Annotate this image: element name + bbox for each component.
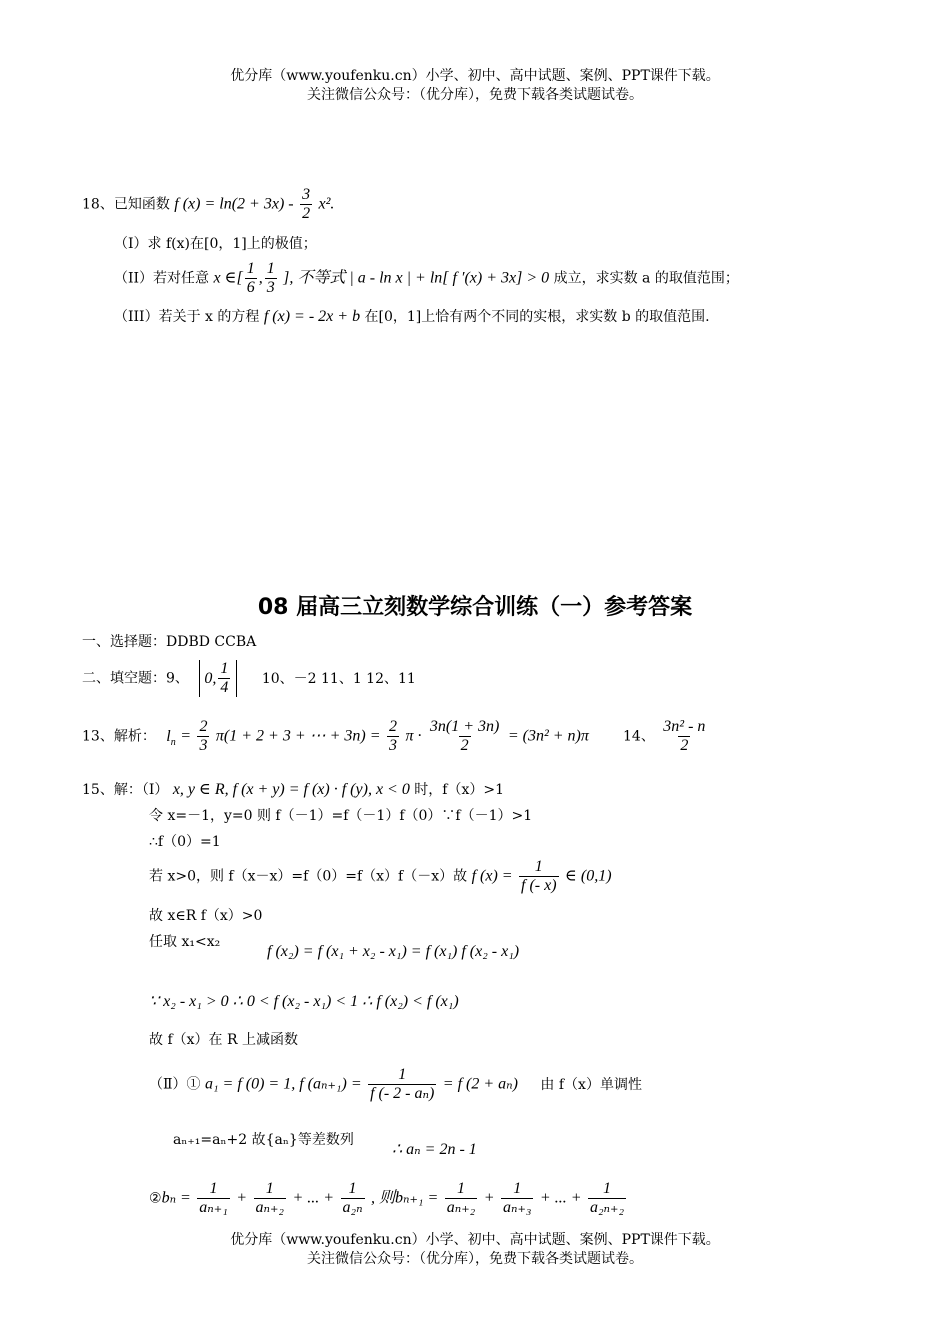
q15-line-3: ∴f（0）=1 — [149, 834, 221, 850]
q18-p2-inequality: ], 不等式 | a - ln x | + ln[ f ′(x) + 3x] > 0 — [283, 269, 550, 287]
q15-line-11-frac-5-num: 1 — [513, 1180, 522, 1197]
q15-line-11-label: ② — [149, 1190, 162, 1207]
q18-p2-frac-1-num: 1 — [246, 260, 255, 277]
q15-line-10-text: aₙ₊₁=aₙ+2 故{aₙ}等差数列 — [173, 1132, 354, 1148]
q18-p2-suffix: 成立，求实数 a 的取值范围； — [553, 270, 739, 287]
q15-line-10-math: ∴ aₙ = 2n - 1 — [392, 1141, 477, 1158]
q13-label: 13、解析： — [82, 728, 156, 745]
answers-choice: 一、选择题：DDBD CCBA — [82, 634, 257, 650]
q13-frac-3 — [428, 718, 501, 755]
answers-fill-interval-num: 1 — [220, 660, 229, 677]
header-line-1: 优分库（www.youfenku.cn）小学、初中、高中试题、案例、PPT课件下载。 — [230, 68, 720, 84]
q18-function-tail: x². — [318, 195, 335, 213]
q18-fraction — [300, 186, 312, 223]
footer-line-1: 优分库（www.youfenku.cn）小学、初中、高中试题、案例、PPT课件下载。 — [230, 1232, 720, 1248]
q15-line-9-text: 由 f（x）单调性 — [540, 1076, 642, 1093]
q13-pi: π · — [405, 727, 422, 745]
q13-l: l — [166, 727, 171, 745]
q13-frac-3-num: 3n(1 + 3n) — [429, 718, 500, 735]
q15-line-11-frac-3 — [341, 1180, 365, 1217]
q15-line-1-math: x, y ∈ R, f (x + y) = f (x) · f (y), x < 0 — [172, 781, 410, 798]
q15-line-8: 故 f（x）在 R 上减函数 — [149, 1032, 298, 1048]
q13-frac-1 — [197, 718, 209, 755]
q15-line-11-frac-1-den: aₙ₊₁ — [199, 1199, 228, 1216]
footer-line-2: 关注微信公众号：（优分库），免费下载各类试题试卷。 — [307, 1251, 643, 1267]
q15-line-11-frac-4 — [445, 1180, 478, 1217]
answers-fill-rest: 10、－2 11、1 12、11 — [261, 670, 416, 687]
q18-part-1: （I）求 f(x)在[0，1]上的极值； — [114, 236, 317, 252]
q15-line-4-frac-num: 1 — [534, 858, 543, 875]
q15-line-4-text: 若 x>0，则 f（x－x）=f（0）=f（x）f（－x）故 — [149, 868, 468, 885]
q13-frac-2-den: 3 — [389, 737, 397, 754]
q13-eq: = — [180, 727, 191, 745]
q15-line-4-frac-den: f (- x) — [521, 877, 557, 894]
q18-p3-suffix: 在[0，1]上恰有两个不同的实根，求实数 b 的取值范围. — [364, 309, 710, 325]
q15-line-9-frac-den: f (- 2 - aₙ) — [370, 1085, 435, 1102]
q18-function: f (x) = ln(2 + 3x) - — [174, 195, 294, 213]
q18-statement — [82, 186, 334, 223]
q14-frac — [661, 718, 707, 755]
q14-label: 14、 — [623, 728, 655, 745]
q15-line-4-math: f (x) = — [471, 867, 513, 885]
header-line-2: 关注微信公众号：（优分库），免费下载各类试题试卷。 — [307, 87, 643, 103]
q15-line-11-frac-6-den: a₂ₙ₊₂ — [589, 1199, 625, 1216]
q18-p2-frac-1-den: 6 — [246, 279, 255, 296]
answers-fill-prefix: 二、填空题：9、 — [82, 670, 189, 687]
q13-frac-1-den: 3 — [199, 737, 208, 754]
q15-line-11-plus-1: + — [236, 1189, 248, 1207]
q13-frac-1-num: 2 — [199, 718, 208, 735]
q18-part-2: （II）若对任意 x ∈[ $\frac{1}{6}$ , $\frac{1}{3}$ ], 不等式 | a - ln x | + ln[ f ′(x) + 3x] > 0 成立，求实数 a 的取值范围； — [114, 260, 739, 296]
q18-p2-frac-2-num: 1 — [266, 260, 275, 277]
q15-line-9-label: （Ⅱ）① — [149, 1076, 201, 1093]
q18-p2-frac-1 — [245, 260, 257, 297]
q15-line-1-text: 时，f（x）>1 — [414, 782, 505, 798]
q18-fraction-den: 2 — [302, 205, 311, 222]
q18-p2-frac-2-den: 3 — [266, 279, 275, 296]
q15-line-1 — [82, 780, 504, 800]
q15-line-5: 故 x∈R f（x）>0 — [149, 908, 263, 924]
q15-line-11-frac-3-num: 1 — [348, 1180, 357, 1197]
q18-p2-prefix: （II）若对任意 — [114, 270, 210, 287]
q15-line-11-frac-2-den: aₙ₊₂ — [255, 1199, 284, 1216]
q13-frac-3-den: 2 — [460, 737, 469, 754]
q15-line-9-result: = f (2 + aₙ) — [442, 1075, 518, 1093]
q15-line-11-frac-5-den: aₙ₊₃ — [502, 1199, 532, 1216]
q13-frac-2-num: 2 — [389, 718, 397, 735]
q15-line-11-mid: , 则bₙ₊₁ = — [371, 1189, 439, 1207]
answers-fill — [82, 660, 416, 697]
q15-line-11-frac-5 — [501, 1180, 534, 1217]
q15-label: 15、解：（Ⅰ） — [82, 782, 169, 798]
q15-line-11 — [149, 1180, 628, 1217]
answers-fill-interval — [199, 660, 237, 697]
q18-p2-domain: x ∈[ — [213, 269, 243, 287]
q15-line-11-frac-4-den: aₙ₊₂ — [446, 1199, 476, 1216]
answers-q14 — [623, 718, 709, 755]
q15-line-7: ∵ x₂ - x₁ > 0 ∴ 0 < f (x₂ - x₁) < 1 ∴ f (x₂) < f (x₁) — [149, 993, 459, 1010]
q15-line-11-plus-2: + — [483, 1189, 495, 1207]
q18-p3-prefix: （III）若关于 x 的方程 — [114, 309, 260, 325]
q15-line-11-frac-6 — [588, 1180, 626, 1217]
answers-fill-interval-left: 0, — [204, 669, 217, 687]
q15-line-2: 令 x=－1，y=0 则 f（－1）=f（－1）f（0）∵f（－1）>1 — [149, 808, 533, 824]
q15-line-9-frac-num: 1 — [398, 1066, 407, 1083]
q18-fraction-num: 3 — [302, 186, 311, 203]
q18-p3-equation: f (x) = - 2x + b — [263, 308, 361, 325]
q15-line-6-label: 任取 x₁<x₂ — [149, 934, 221, 950]
q15-line-9-math: a₁ = f (0) = 1, f (aₙ₊₁) = — [204, 1075, 362, 1093]
q15-line-11-frac-2 — [254, 1180, 287, 1217]
q15-line-6-math: f (x₂) = f (x₁ + x₂ - x₁) = f (x₁) f (x₂ - x₁) — [267, 943, 520, 960]
q15-line-11-frac-1 — [197, 1180, 230, 1217]
q15-line-11-bn: bₙ = — [161, 1189, 191, 1207]
q15-line-4-range: ∈ (0,1) — [565, 867, 612, 885]
q15-line-9 — [149, 1066, 642, 1103]
q13-l-sub: n — [170, 736, 176, 748]
q13-frac-2 — [387, 718, 399, 755]
answers-title: 08 届高三立刻数学综合训练（一）参考答案 — [257, 595, 693, 620]
q15-line-4-frac — [519, 858, 559, 895]
q15-line-11-frac-6-num: 1 — [602, 1180, 611, 1197]
q18-intro: 18、已知函数 — [82, 196, 170, 213]
q18-part-3 — [114, 307, 710, 327]
q15-line-11-frac-3-den: a₂ₙ — [342, 1199, 363, 1216]
q13-end: = (3n² + n)π — [507, 727, 589, 745]
answers-fill-interval-frac — [218, 660, 230, 697]
answers-fill-interval-den: 4 — [220, 679, 229, 696]
q15-line-4 — [149, 858, 612, 895]
q14-frac-den: 2 — [680, 737, 689, 754]
q18-p2-frac-2 — [265, 260, 277, 297]
q15-line-11-frac-1-num: 1 — [209, 1180, 218, 1197]
q15-line-11-dots-2: + ... + — [539, 1189, 582, 1207]
answers-q13 — [82, 718, 589, 755]
q13-mid: π(1 + 2 + 3 + ⋯ + 3n) = — [215, 727, 381, 745]
q15-line-11-frac-2-num: 1 — [265, 1180, 274, 1197]
q15-line-9-frac — [368, 1066, 436, 1103]
q15-line-11-frac-4-num: 1 — [457, 1180, 465, 1197]
q14-frac-num: 3n² - n — [663, 718, 706, 735]
q15-line-11-dots-1: + ... + — [292, 1189, 335, 1207]
